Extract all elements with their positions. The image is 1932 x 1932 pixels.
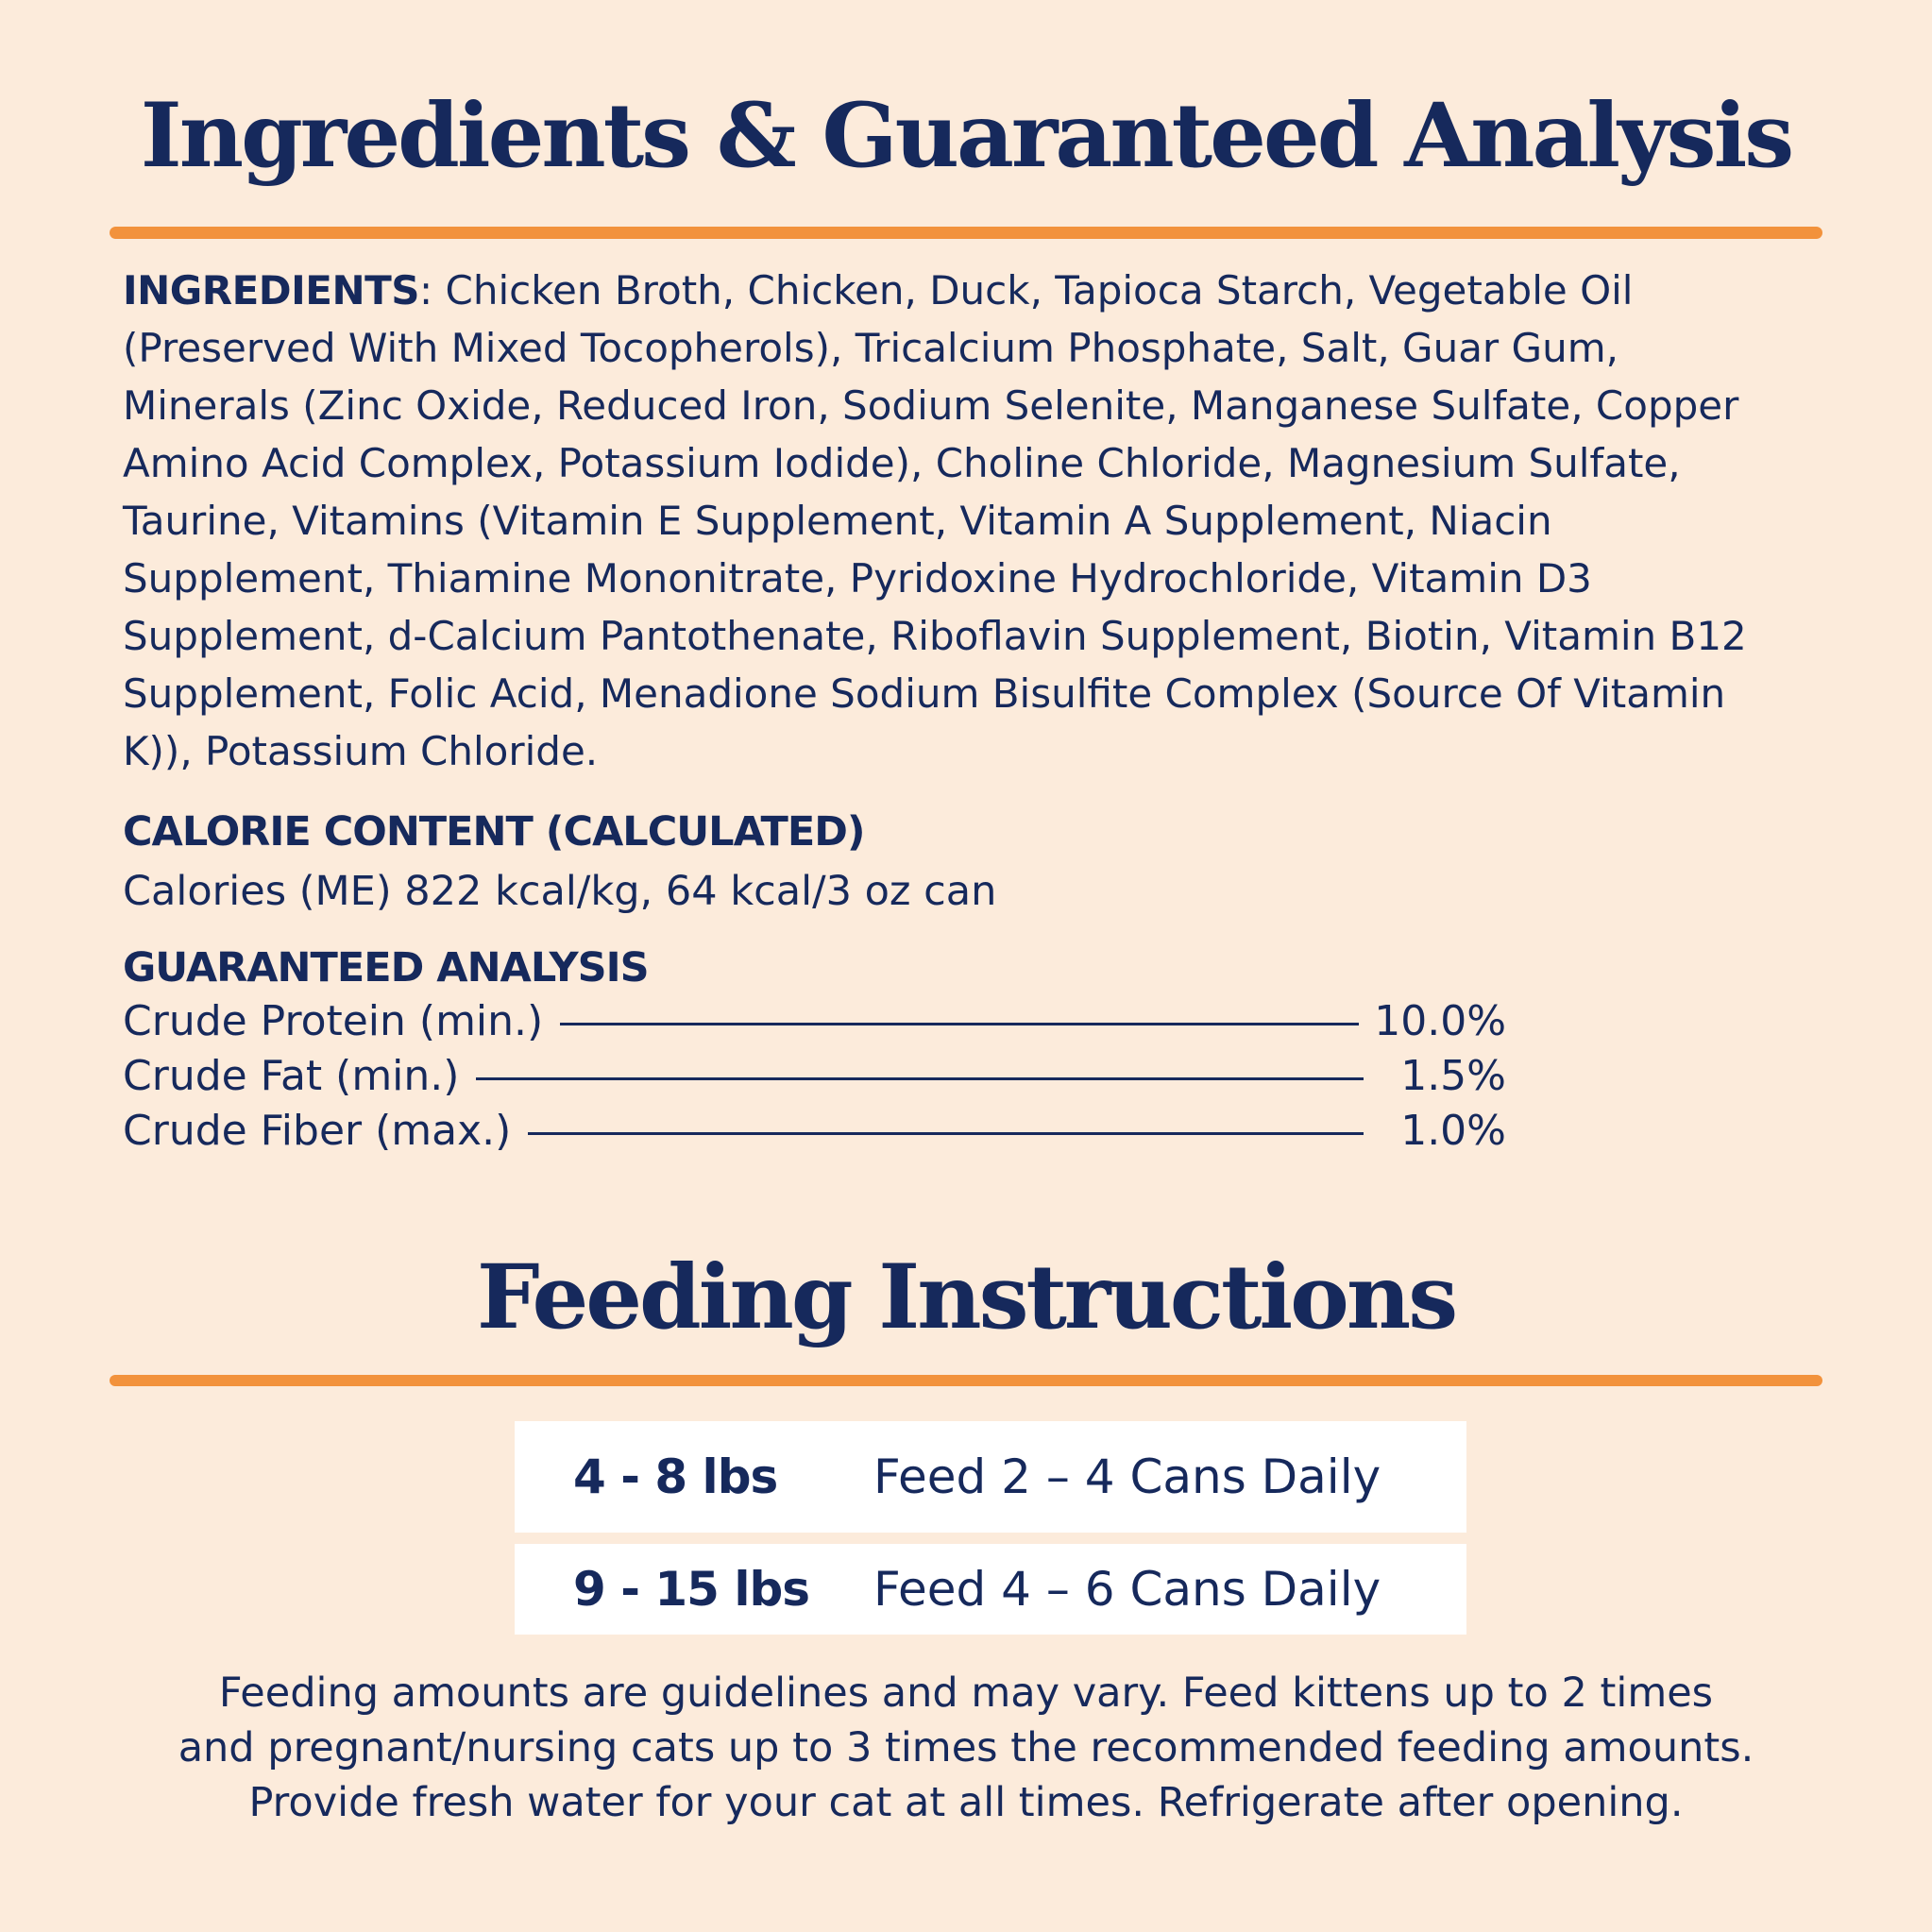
ingredients-analysis-title: Ingredients & Guaranteed Analysis bbox=[140, 84, 1792, 188]
analysis-value: 1.0% bbox=[1400, 1106, 1506, 1155]
analysis-value: 10.0% bbox=[1374, 996, 1506, 1045]
analysis-row-crude-fiber bbox=[123, 1103, 1506, 1158]
analysis-row-crude-fat bbox=[123, 1048, 1506, 1103]
feeding-amount: Feed 4 – 6 Cans Daily bbox=[873, 1562, 1381, 1617]
note-line: Feeding amounts are guidelines and may vary. Feed kittens up to 2 times bbox=[218, 1669, 1714, 1717]
ingredients-line-text: : Chicken Broth, Chicken, Duck, Tapioca Starch, Vegetable Oil bbox=[419, 267, 1634, 314]
note-line: and pregnant/nursing cats up to 3 times the recommended feeding amounts. bbox=[178, 1724, 1754, 1771]
weight-range: 9 - 15 lbs bbox=[573, 1562, 810, 1617]
ingredients-line: Supplement, Thiamine Mononitrate, Pyridoxine Hydrochloride, Vitamin D3 bbox=[123, 555, 1592, 602]
ingredients-line: Supplement, d-Calcium Pantothenate, Riboflavin Supplement, Biotin, Vitamin B12 bbox=[123, 613, 1747, 659]
ingredients-line: Supplement, Folic Acid, Menadione Sodium Bisulfite Complex (Source Of Vitamin bbox=[123, 670, 1726, 717]
ingredients-line: Taurine, Vitamins (Vitamin E Supplement, Vitamin A Supplement, Niacin bbox=[123, 498, 1552, 544]
analysis-label: Crude Fat (min.) bbox=[123, 1051, 460, 1100]
orange-divider-bottom bbox=[110, 1375, 1822, 1386]
ingredients-line: (Preserved With Mixed Tocopherols), Tricalcium Phosphate, Salt, Guar Gum, bbox=[123, 325, 1618, 371]
feeding-guidelines-note bbox=[0, 1666, 1932, 1830]
feeding-instructions-title: Feeding Instructions bbox=[476, 1246, 1456, 1349]
ingredients-line: Minerals (Zinc Oxide, Reduced Iron, Sodium Selenite, Manganese Sulfate, Copper bbox=[123, 382, 1739, 429]
feeding-row-9-15-lbs bbox=[515, 1544, 1466, 1635]
calorie-content-heading: CALORIE CONTENT (CALCULATED) bbox=[123, 808, 865, 856]
analysis-label: Crude Fiber (max.) bbox=[123, 1106, 512, 1155]
leader-line bbox=[560, 1023, 1359, 1025]
calorie-content-value: Calories (ME) 822 kcal/kg, 64 kcal/3 oz can bbox=[123, 868, 997, 915]
ingredients-label: INGREDIENTS bbox=[123, 267, 420, 314]
feeding-amount: Feed 2 – 4 Cans Daily bbox=[873, 1449, 1381, 1504]
note-line: Provide fresh water for your cat at all times. Refrigerate after opening. bbox=[248, 1779, 1684, 1826]
feeding-row-4-8-lbs bbox=[515, 1421, 1466, 1533]
leader-line bbox=[476, 1077, 1364, 1080]
leader-line bbox=[528, 1132, 1364, 1135]
ingredients-line: K)), Potassium Chloride. bbox=[123, 728, 599, 774]
weight-range: 4 - 8 lbs bbox=[573, 1449, 778, 1504]
ingredients-line: Amino Acid Complex, Potassium Iodide), Choline Chloride, Magnesium Sulfate, bbox=[123, 440, 1681, 486]
orange-divider-top bbox=[110, 227, 1822, 239]
analysis-value: 1.5% bbox=[1400, 1051, 1506, 1100]
guaranteed-analysis-heading: GUARANTEED ANALYSIS bbox=[123, 944, 649, 991]
analysis-label: Crude Protein (min.) bbox=[123, 996, 544, 1045]
analysis-row-crude-protein bbox=[123, 993, 1506, 1048]
guaranteed-analysis-table bbox=[123, 993, 1506, 1158]
ingredients-line bbox=[123, 262, 1822, 319]
ingredients-paragraph bbox=[123, 262, 1822, 780]
